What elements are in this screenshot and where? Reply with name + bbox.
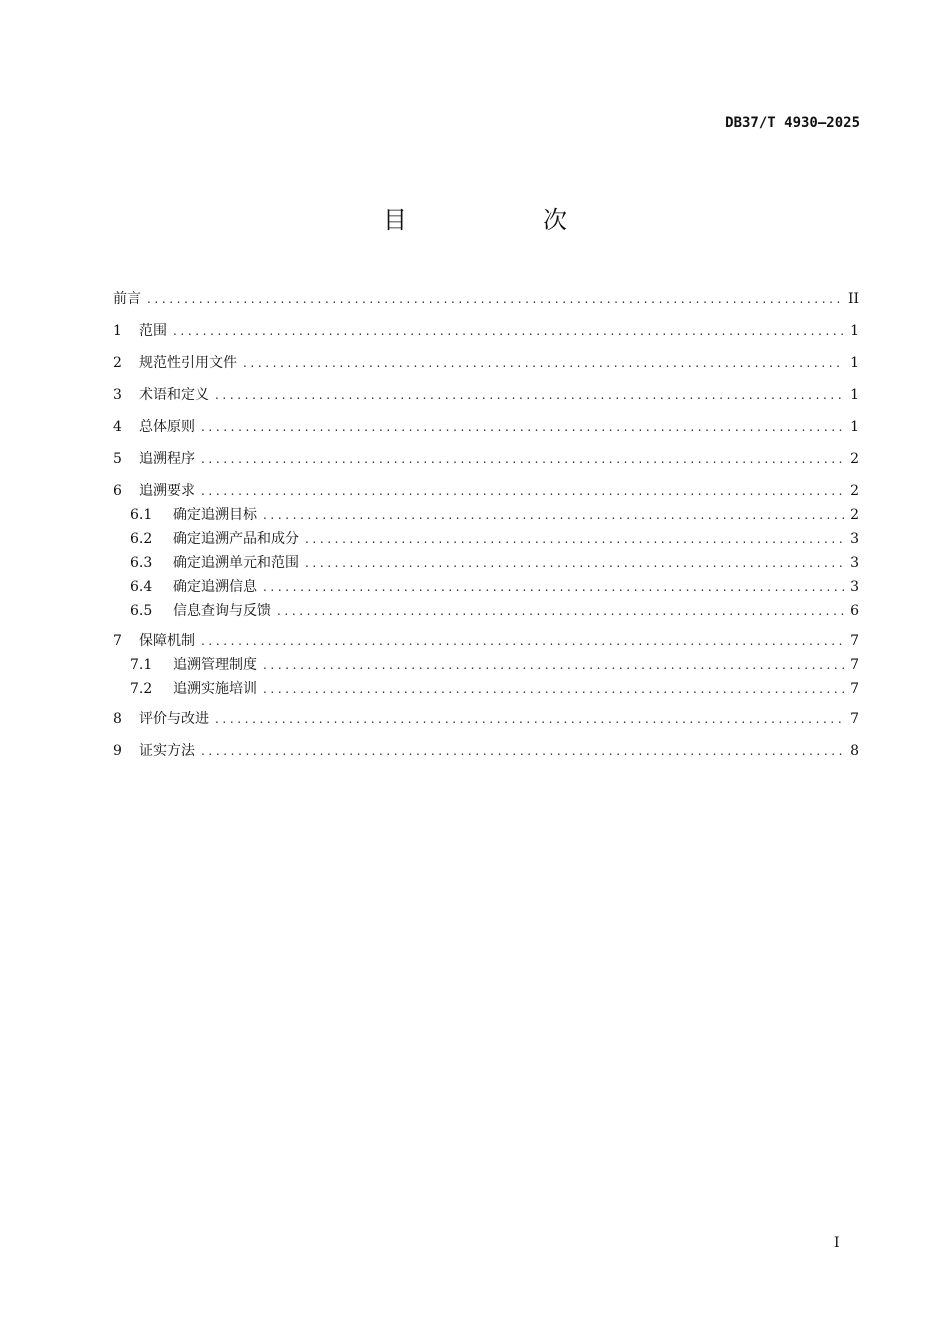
toc-entry[interactable] [113, 479, 859, 503]
toc-entry-page: 1 [850, 323, 859, 339]
toc-entry[interactable] [113, 739, 859, 763]
toc-entry-number: 7.2 [130, 681, 153, 697]
toc-entry[interactable] [113, 351, 859, 375]
toc-entry[interactable] [113, 527, 859, 551]
toc-entry-number: 1 [113, 323, 122, 339]
toc-entry-number: 8 [113, 711, 122, 727]
page-title: 目 次 [383, 206, 623, 234]
toc-leader-dots [305, 527, 844, 551]
toc-entry-number: 3 [113, 387, 122, 403]
toc-entry-number: 6.4 [130, 579, 153, 595]
toc-entry[interactable] [113, 447, 859, 471]
toc-entry-number: 6 [113, 483, 122, 499]
toc-entry[interactable] [113, 383, 859, 407]
toc-leader-dots [201, 629, 844, 653]
toc-entry-title: 总体原则 [139, 419, 195, 435]
toc-entry-title: 证实方法 [139, 743, 195, 759]
toc-entry-title: 追溯要求 [139, 483, 195, 499]
toc-entry-page: 3 [850, 531, 859, 547]
toc-entry-number: 7 [113, 633, 122, 649]
toc-entry-title: 确定追溯信息 [173, 579, 257, 595]
toc-entry-number: 6.3 [130, 555, 153, 571]
toc-entry-number: 4 [113, 419, 122, 435]
toc-entry-number: 2 [113, 355, 122, 371]
toc-entry-title: 追溯管理制度 [173, 657, 257, 673]
toc-entry-page: 7 [850, 711, 859, 727]
toc-entry-number: 7.1 [130, 657, 153, 673]
toc-entry[interactable] [113, 629, 859, 653]
toc-entry[interactable] [113, 599, 859, 623]
toc-entry-page: II [847, 291, 859, 307]
toc-entry-page: 3 [850, 555, 859, 571]
toc-entry-number: 6.5 [130, 603, 153, 619]
toc-entry-number: 6.2 [130, 531, 153, 547]
toc-leader-dots [277, 599, 844, 623]
toc-entry[interactable] [113, 707, 859, 731]
toc-entry-page: 6 [850, 603, 859, 619]
page-number: I [834, 1235, 840, 1251]
toc-entry[interactable] [113, 575, 859, 599]
toc-entry-title: 范围 [139, 323, 167, 339]
toc-entry-title: 评价与改进 [139, 711, 209, 727]
toc-entry-title: 规范性引用文件 [139, 355, 237, 371]
toc-entry[interactable] [113, 319, 859, 343]
toc-entry-title: 追溯实施培训 [173, 681, 257, 697]
toc-entry-page: 3 [850, 579, 859, 595]
toc-leader-dots [263, 653, 844, 677]
toc-entry[interactable] [113, 287, 859, 311]
toc-entry-page: 7 [850, 681, 859, 697]
toc-entry-page: 1 [850, 355, 859, 371]
toc-entry[interactable] [113, 677, 859, 701]
toc-entry-title: 确定追溯产品和成分 [173, 531, 299, 547]
toc-entry-number: 6.1 [130, 507, 153, 523]
toc-entry-title: 前言 [113, 291, 141, 307]
toc-entry[interactable] [113, 415, 859, 439]
toc-entry-title: 确定追溯目标 [173, 507, 257, 523]
toc-entry[interactable] [113, 653, 859, 677]
toc-entry-title: 术语和定义 [139, 387, 209, 403]
toc-entry-page: 2 [850, 451, 859, 467]
toc-entry-number: 9 [113, 743, 122, 759]
toc-entry-page: 2 [850, 483, 859, 499]
toc-entry-page: 7 [850, 633, 859, 649]
toc-entry-title: 保障机制 [139, 633, 195, 649]
toc-leader-dots [263, 503, 844, 527]
toc-entry-page: 1 [850, 419, 859, 435]
toc-entry[interactable] [113, 551, 859, 575]
toc-leader-dots [263, 677, 844, 701]
table-of-contents [113, 287, 859, 763]
toc-entry[interactable] [113, 503, 859, 527]
toc-leader-dots [201, 479, 844, 503]
toc-leader-dots [201, 447, 844, 471]
toc-entry-title: 追溯程序 [139, 451, 195, 467]
toc-entry-page: 2 [850, 507, 859, 523]
toc-leader-dots [173, 319, 844, 343]
toc-leader-dots [215, 383, 844, 407]
toc-leader-dots [305, 551, 844, 575]
standard-code: DB37/T 4930—2025 [725, 115, 860, 131]
toc-leader-dots [263, 575, 844, 599]
toc-leader-dots [147, 287, 842, 311]
toc-entry-page: 1 [850, 387, 859, 403]
toc-leader-dots [201, 739, 844, 763]
toc-entry-title: 信息查询与反馈 [173, 603, 271, 619]
toc-leader-dots [215, 707, 844, 731]
toc-leader-dots [243, 351, 844, 375]
toc-entry-page: 7 [850, 657, 859, 673]
toc-entry-number: 5 [113, 451, 122, 467]
toc-leader-dots [201, 415, 844, 439]
toc-entry-title: 确定追溯单元和范围 [173, 555, 299, 571]
toc-entry-page: 8 [850, 743, 859, 759]
